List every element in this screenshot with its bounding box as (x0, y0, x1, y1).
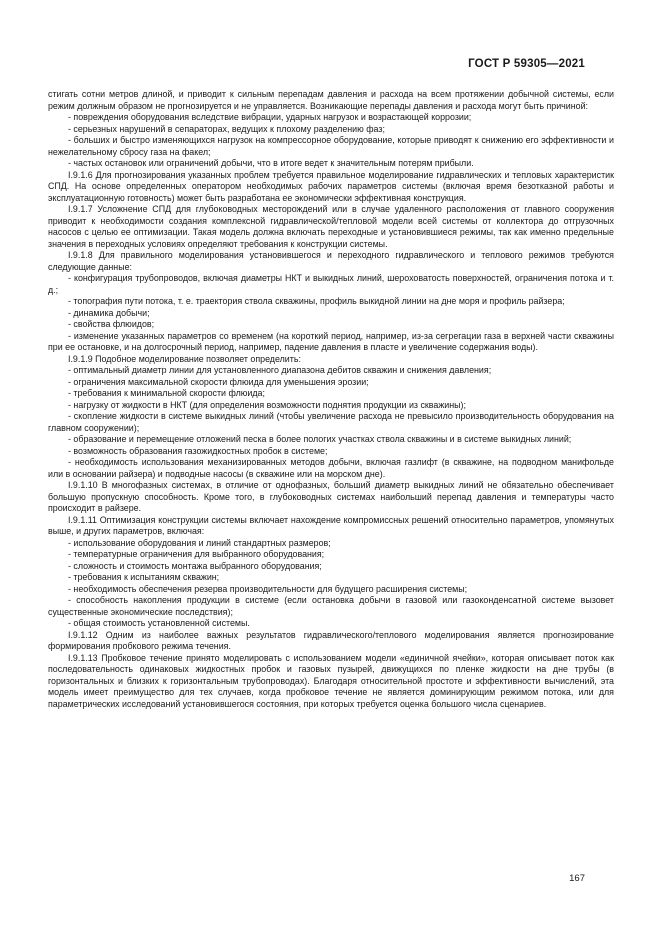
list-item: - серьезных нарушений в сепараторах, ведущих к плохому разделению фаз; (68, 123, 385, 134)
list-item: - свойства флюидов; (68, 319, 155, 329)
list-item: - повреждения оборудования вследствие вибрации, ударных нагрузок и возрастающей коррозии; (68, 112, 472, 122)
paragraph: I.9.1.11 Оптимизация конструкции системы включает нахождение компромиссных решений относительно параметров, упомянутых выше, и других параметров, включая: (48, 514, 614, 536)
list-item: - возможность образования газожидкостных пробок в системе; (68, 445, 328, 456)
list-item: - образование и перемещение отложений песка в более пологих участках ствола скважины и в системе выкидных линий; (68, 434, 572, 444)
list-item: - необходимость обеспечения резерва производительности для будущего расширения системы; (68, 583, 468, 594)
list-item: - нагрузку от жидкости в НКТ (для определения возможности поднятия продукции из скважины); (68, 399, 466, 410)
list-item: - изменение указанных параметров со временем (на короткий период, например, из-за сегрегации газа в верхней части скважины при ее остановке, и на долгосрочный период, например, падение давления в пласте и увеличение содержания воды). (48, 330, 614, 352)
list-item: - скопление жидкости в системе выкидных линий (чтобы увеличение расхода не превысило производительность оборудования на главном сооружении); (48, 411, 614, 433)
paragraph: I.9.1.7 Усложнение СПД для глубоководных месторождений или в случае удаленного расположения от главного сооружения приводит к необходимости создания комплексной гидравлической/тепловой модели всей системы от коллектора до отгрузочных насосов с целью ее оптимизации. Такая модель должна включать переходные и установившиеся режимы, так как именно предельные значения в переходных условиях определяют требования к конструкции системы. (48, 204, 614, 249)
list-item: - необходимость использования механизированных методов добычи, включая газлифт (в скважине, на подводном манифольде или в основании райзера) и подводные насосы (в скважине или на морском дне). (48, 457, 614, 479)
list-item: - оптимальный диаметр линии для установленного диапазона дебитов скважин и снижения давления; (68, 365, 492, 375)
paragraph: I.9.1.8 Для правильного моделирования установившегося и переходного гидравлического и теплового режимов требуются следующие данные: (48, 250, 614, 272)
list-item: - использование оборудования и линий стандартных размеров; (68, 537, 331, 548)
paragraph: I.9.1.12 Одним из наиболее важных результатов гидравлического/теплового моделирования является прогнозирование формирования пробкового режима течения. (48, 629, 614, 651)
page-number: 167 (569, 873, 585, 884)
list-item: - больших и быстро изменяющихся нагрузок на компрессорное оборудование, которые приводят к снижению его эффективности и нежелательному сбросу газа на факел; (48, 135, 614, 157)
paragraph: I.9.1.6 Для прогнозирования указанных проблем требуется правильное моделирование гидравлических и тепловых характеристик СПД. На основе определенных оператором необходимых рабочих параметров системы (включая время безотказной работы и эксплуатационную готовность) может быть разработана ее экономически эффективная конструкция. (48, 169, 614, 203)
paragraph: I.9.1.9 Подобное моделирование позволяет определить: (68, 353, 301, 364)
list-item: - ограничения максимальной скорости флюида для уменьшения эрозии; (68, 376, 369, 387)
list-item: - динамика добычи; (68, 307, 150, 318)
paragraph: стигать сотни метров длиной, и приводит к сильным перепадам давления и расхода на всем протяжении добычной системы, если режим должным образом не прогнозируется и не управляется. Возникающие перепады давления и расхода могут быть причиной: (48, 89, 614, 111)
list-item: - требования к испытаниям скважин; (68, 572, 220, 582)
list-item: - способность накопления продукции в системе (если остановка добычи в газовой или газоконденсатной системе вызовет существенные экономические последствия); (48, 595, 614, 617)
list-item: - топография пути потока, т. е. траектория ствола скважины, профиль выкидной линии на дне моря и профиль райзера; (68, 296, 565, 306)
list-item: - частых остановок или ограничений добычи, что в итоге ведет к значительным потерям прибыли. (68, 158, 474, 168)
paragraph: I.9.1.10 В многофазных системах, в отличие от однофазных, больший диаметр выкидных линий не обязательно обеспечивает большую пропускную способность. Кроме того, в глубоководных системах наибольший перепад давления и температуры часто происходит в райзере. (48, 480, 614, 513)
list-item: - общая стоимость установленной системы. (68, 618, 250, 628)
list-item: - требования к минимальной скорости флюида; (68, 388, 265, 398)
paragraph: I.9.1.13 Пробковое течение принято моделировать с использованием модели «единичной ячейки», которая описывает поток как последовательность одинаковых жидкостных пробок и газовых пузырей, движущихся по пленке жидкости на дне трубы (в горизонтальных и близких к горизонтальным трубопроводах). Благодаря относительной простоте и эффективности вычислений, эта модель имеет преимущество для тех случаев, когда пробковое течение не является доминирующим режимом потока, или для параметрических исследований установившегося состояния, при которых требуется оценка большого числа сценариев. (48, 652, 614, 709)
list-item: - температурные ограничения для выбранного оборудования; (68, 549, 325, 559)
list-item: - сложность и стоимость монтажа выбранного оборудования; (68, 560, 322, 571)
document-header: ГОСТ Р 59305—2021 (468, 58, 585, 70)
document-body (48, 89, 614, 710)
list-item: - конфигурация трубопроводов, включая диаметры НКТ и выкидных линий, шероховатость поверхностей, ограничения потока и т. д.; (48, 273, 614, 295)
